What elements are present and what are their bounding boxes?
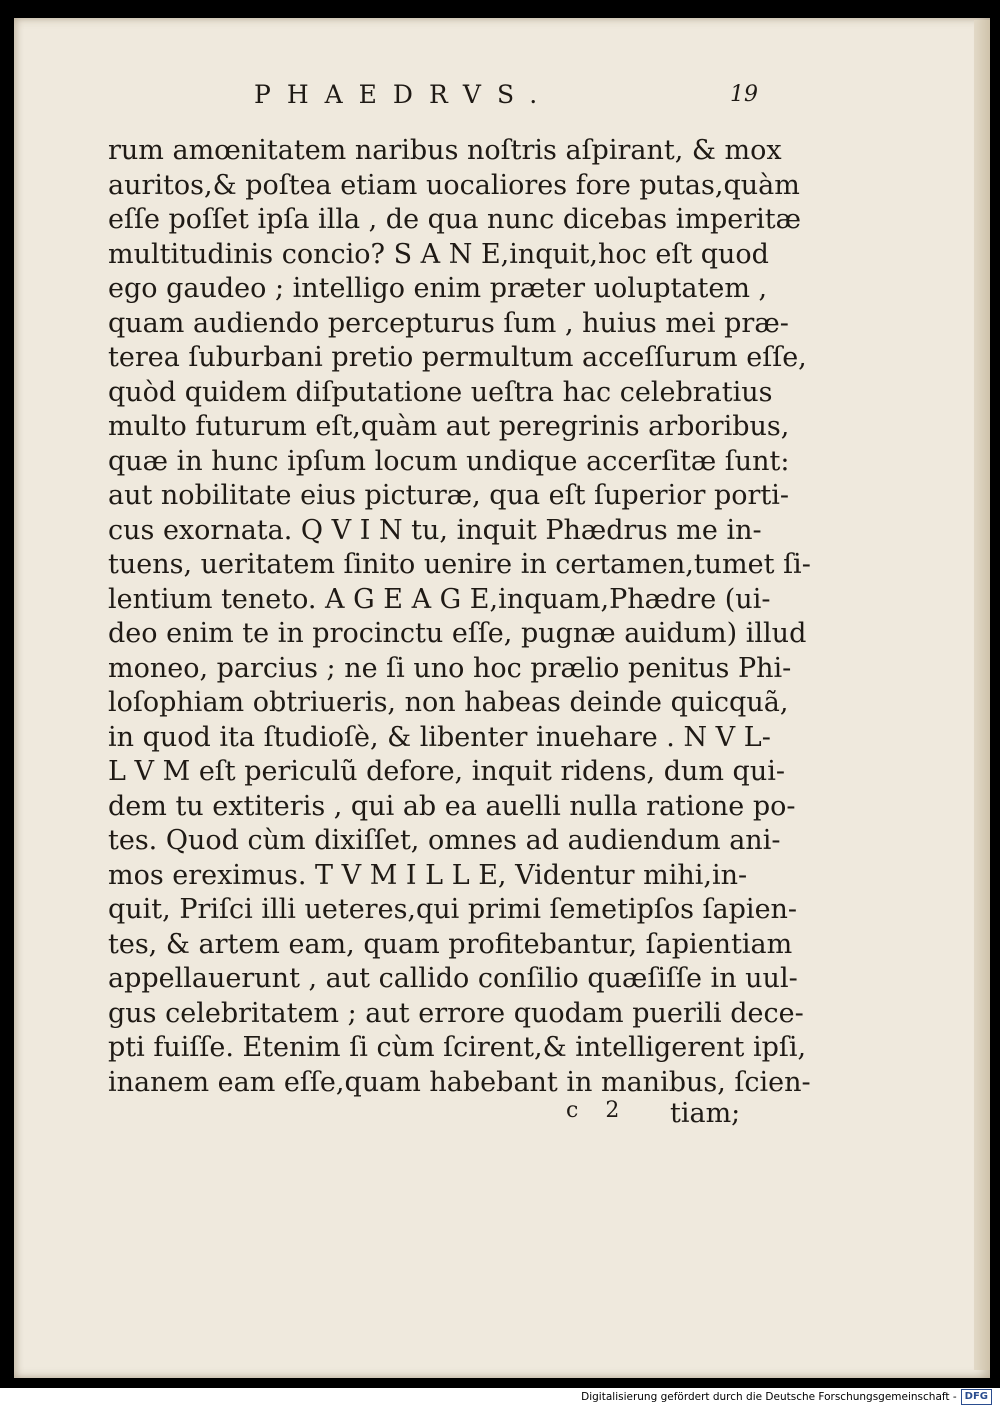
body-text bbox=[108, 134, 811, 1100]
text-line: lentium teneto. A G E A G E,inquam,Phædre (ui- bbox=[108, 583, 771, 615]
text-line: quam audiendo percepturus ſum , huius mei præ- bbox=[108, 307, 789, 339]
text-line: dem tu extiteris , qui ab ea auelli nulla ratione po- bbox=[108, 790, 796, 822]
text-line: moneo, parcius ; ne ſi uno hoc prælio penitus Phi- bbox=[108, 652, 792, 684]
text-line: inanem eam eſſe,quam habebant in manibus, ſcien- bbox=[108, 1066, 811, 1098]
text-line: rum amœnitatem naribus noſtris aſpirant, & mox bbox=[108, 135, 782, 166]
signature-mark: c 2 bbox=[566, 1098, 630, 1123]
text-line: loſophiam obtriueris, non habeas deinde quicquã, bbox=[108, 687, 789, 718]
text-line: deo enim te in procinctu eſſe, pugnæ auidum) illud bbox=[108, 618, 807, 649]
text-line: appellauerunt , aut callido conſilio quæſiſſe in uul- bbox=[108, 963, 798, 994]
text-line: eſſe poſſet ipſa illa , de qua nunc dicebas imperitæ bbox=[108, 204, 801, 235]
text-line: quòd quidem diſputatione ueſtra hac celebratius bbox=[108, 376, 773, 408]
text-line: auritos,& poſtea etiam uocaliores fore putas,quàm bbox=[108, 169, 800, 201]
running-title: PHAEDRVS. bbox=[254, 80, 554, 109]
text-line: terea ſuburbani pretio permultum acceſſurum eſſe, bbox=[108, 342, 807, 373]
text-line: aut nobilitate eius picturæ, qua eſt ſuperior porti- bbox=[108, 480, 790, 511]
credit-text: Digitalisierung gefördert durch die Deutsche Forschungsgemeinschaft - bbox=[581, 1391, 957, 1403]
text-line: quæ in hunc ipſum locum undique accerſitæ ſunt: bbox=[108, 445, 790, 477]
text-line: tuens, ueritatem ſinito uenire in certamen,tumet ſi- bbox=[108, 549, 811, 580]
text-line: tes. Quod cùm dixiſſet, omnes ad audiendum ani- bbox=[108, 825, 781, 856]
text-line: cus exornata. Q V I N tu, inquit Phædrus me in- bbox=[108, 514, 762, 546]
text-line: in quod ita ſtudioſè, & libenter inuehare . N V L- bbox=[108, 721, 771, 753]
text-line: mos ereximus. T V M I L L E, Videntur mihi,in- bbox=[108, 859, 748, 891]
funding-credit bbox=[581, 1389, 992, 1405]
text-line: tes, & artem eam, quam profitebantur, ſapientiam bbox=[108, 928, 793, 960]
text-line: ego gaudeo ; intelligo enim præter uoluptatem , bbox=[108, 273, 768, 304]
running-head bbox=[0, 80, 1000, 120]
page-edge bbox=[974, 20, 990, 1370]
catchword: tiam; bbox=[670, 1098, 741, 1129]
text-line: L V M eſt periculũ defore, inquit ridens, dum qui- bbox=[108, 756, 785, 787]
page-footer bbox=[0, 1098, 1000, 1132]
text-line: multo futurum eſt,quàm aut peregrinis arboribus, bbox=[108, 411, 790, 442]
dfg-logo-icon: DFG bbox=[961, 1389, 992, 1405]
text-line: quit, Priſci illi ueteres,qui primi ſemetipſos ſapien- bbox=[108, 894, 798, 925]
text-line: gus celebritatem ; aut errore quodam puerili dece- bbox=[108, 997, 804, 1029]
text-line: multitudinis concio? S A N E,inquit,hoc eſt quod bbox=[108, 238, 769, 270]
text-line: pti fuiſſe. Etenim ſi cùm ſcirent,& intelligerent ipſi, bbox=[108, 1032, 807, 1063]
folio-number: 19 bbox=[730, 82, 758, 107]
